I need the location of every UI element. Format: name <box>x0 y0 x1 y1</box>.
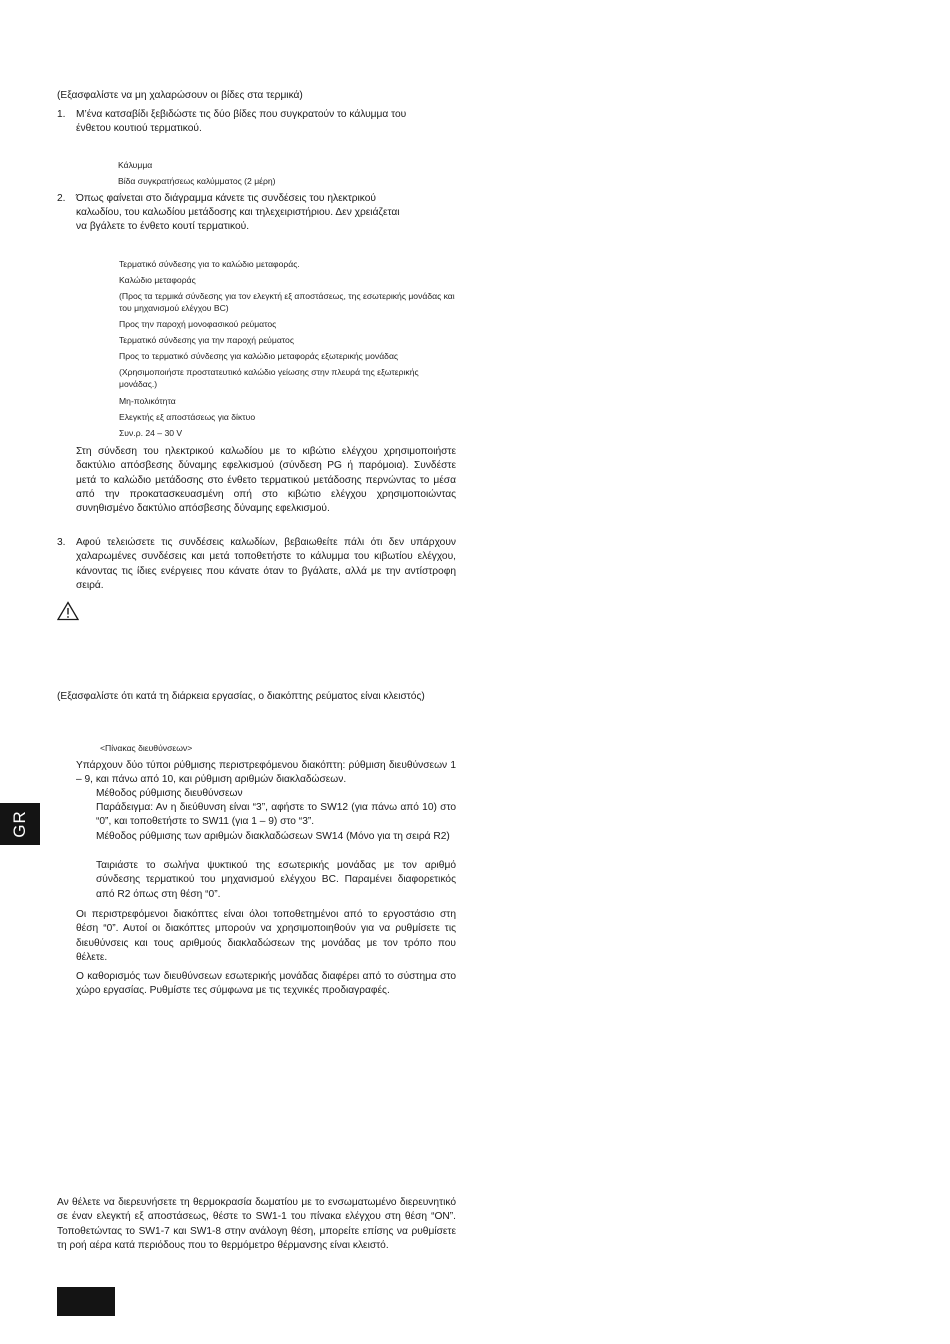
branch-text: Ταιριάστε το σωλήνα ψυκτικού της εσωτερικής μονάδας με τον αριθμό σύνδεσης τερματικού του μηχανισμού ελέγχου BC. Παραμένει διαφορετικός από R2 όπως στη θέση “0”. <box>96 860 456 900</box>
figure-2-label: Προς την παροχή μονοφασικού ρεύματος <box>119 319 277 329</box>
address-example: Παράδειγμα: Αν η διεύθυνση είναι “3”, αφήστε το SW12 (για πάνω από 10) στο “0”, και τοποθετήστε το SW11 (για 1 – 9) στο “3”. <box>96 802 456 828</box>
factory-setting-paragraph: Οι περιστρεφόμενοι διακόπτες είναι όλοι τοποθετημένοι από το εργοστάσιο στη θέση “0”. Αυτοί οι διακόπτες μπορούν να χρησιμοποιηθούν για να ρυθμίσετε τις διευθύνσεις και τους αριθμούς διακλαδώσεων της μονάδας με τον τρόπο που θέλετε. <box>76 909 456 963</box>
intro-note: (Εξασφαλίστε να μη χαλαρώσουν οι βίδες στα τερμικά) <box>57 90 303 101</box>
figure-2-label: Ελεγκτής εξ αποστάσεως για δίκτυο <box>119 412 256 422</box>
figure-2-label: (Προς τα τερμικά σύνδεσης για τον ελεγκτή εξ αποστάσεως, της εσωτερικής μονάδας και του μηχανισμού ελέγχου BC) <box>119 291 455 313</box>
step-3-text: Αφού τελειώσετε τις συνδέσεις καλωδίων, βεβαιωθείτε πάλι ότι δεν υπάρχουν χαλαρωμένες συνδέσεις και μετά τοποθετήστε το κάλυμμα του κιβωτίου ελέγχου, κάνοντας τις ίδιες ενέργειες που κάνατε όταν το βγάλατε, αλλά με την αντίστροφη σειρά. <box>76 537 456 591</box>
address-board-label: <Πίνακας διευθύνσεων> <box>100 743 193 753</box>
step-1-number: 1. <box>57 109 66 120</box>
figure-2-label: Συν.ρ. 24 – 30 V <box>119 428 183 438</box>
language-tab-label: GR <box>10 810 29 838</box>
figure-2-label: Τερματικό σύνδεσης για την παροχή ρεύματος <box>119 335 294 345</box>
address-method-title: Μέθοδος ρύθμισης διευθύνσεων <box>96 788 243 799</box>
step-2-line-1: Όπως φαίνεται στο διάγραμμα κάνετε τις συνδέσεις του ηλεκτρικού <box>76 193 376 204</box>
system-address-paragraph: Ο καθορισμός των διευθύνσεων εσωτερικής μονάδας διαφέρει από το σύστημα στο χώρο εργασίας. Ρυθμίστε τες σύμφωνα με τις τεχνικές προδιαγραφές. <box>76 971 456 997</box>
step-2-line-3: να βγάλετε το ένθετο κουτί τερματικού. <box>76 221 250 232</box>
room-sensor-paragraph: Αν θέλετε να διερευνήσετε τη θερμοκρασία δωματίου με το ενσωματωμένο διερευνητικό σε έναν ελεγκτή εξ αποστάσεως, θέστε το SW1-1 του πίνακα ελέγχου στη θέση “ON”. Τοποθετώντας το SW1-7 και SW1-8 στην ανάλογη θέση, μπορείτε επίσης να ρυθμίσετε τη ροή αέρα κατά περιόδους που το θερμόμετρο θέρμανσης είναι κλειστό. <box>57 1197 456 1251</box>
figure-1-label-cover: Κάλυμμα <box>118 160 153 170</box>
branch-method-title: Μέθοδος ρύθμισης των αριθμών διακλαδώσεων SW14 (Μόνο για τη σειρά R2) <box>96 831 450 842</box>
step-2-paragraph: Στη σύνδεση του ηλεκτρικού καλωδίου με το κιβώτιο ελέγχου χρησιμοποιήστε δακτύλιο απόσβεσης δύναμης εφελκισμού (σύνδεση PG ή παρόμοια). Συνδέστε μετά το καλώδιο μετάδοσης στο ένθετο τερματικού μετάδοσης περνώντας το μέσα από την προκατασκευασμένη οπή στο κιβώτιο ελέγχου χρησιμοποιώντας συνηθισμένο δακτύλιο απόσβεσης δύναμης εφελκισμού. <box>76 446 456 515</box>
power-switch-note: (Εξασφαλίστε ότι κατά τη διάρκεια εργασίας, ο διακόπτης ρεύματος είναι κλειστός) <box>57 691 425 702</box>
figure-2-label: Μη-πολικότητα <box>119 396 176 406</box>
step-1-line-1: Μ’ένα κατσαβίδι ξεβιδώστε τις δύο βίδες που συγκρατούν το κάλυμμα του <box>76 109 407 120</box>
step-3-number: 3. <box>57 537 66 548</box>
address-intro: Υπάρχουν δύο τύποι ρύθμισης περιστρεφόμενου διακόπτη: ρύθμιση διευθύνσεων 1 – 9, και πάνω από 10, και ρύθμιση αριθμών διακλαδώσεων. <box>76 760 456 786</box>
step-2-number: 2. <box>57 193 66 204</box>
page-number-box <box>57 1287 115 1316</box>
figure-2-label: Τερματικό σύνδεσης για το καλώδιο μεταφοράς. <box>119 259 300 269</box>
step-1-line-2: ένθετου κουτιού τερματικού. <box>76 123 202 134</box>
figure-1-label-screw: Βίδα συγκρατήσεως καλύμματος (2 μέρη) <box>118 176 276 186</box>
figure-2-label: (Χρησιμοποιήστε προστατευτικό καλώδιο γείωσης στην πλευρά της εξωτερικής μονάδας.) <box>119 367 419 389</box>
figure-2-label: Προς το τερματικό σύνδεσης για καλώδιο μεταφοράς εξωτερικής μονάδας <box>119 351 399 361</box>
language-tab <box>0 803 40 845</box>
step-2-line-2: καλωδίου, του καλωδίου μετάδοσης και τηλεχειριστήριου. Δεν χρειάζεται <box>76 207 400 218</box>
warning-icon <box>57 601 79 621</box>
figure-2-label: Καλώδιο μεταφοράς <box>119 275 196 285</box>
